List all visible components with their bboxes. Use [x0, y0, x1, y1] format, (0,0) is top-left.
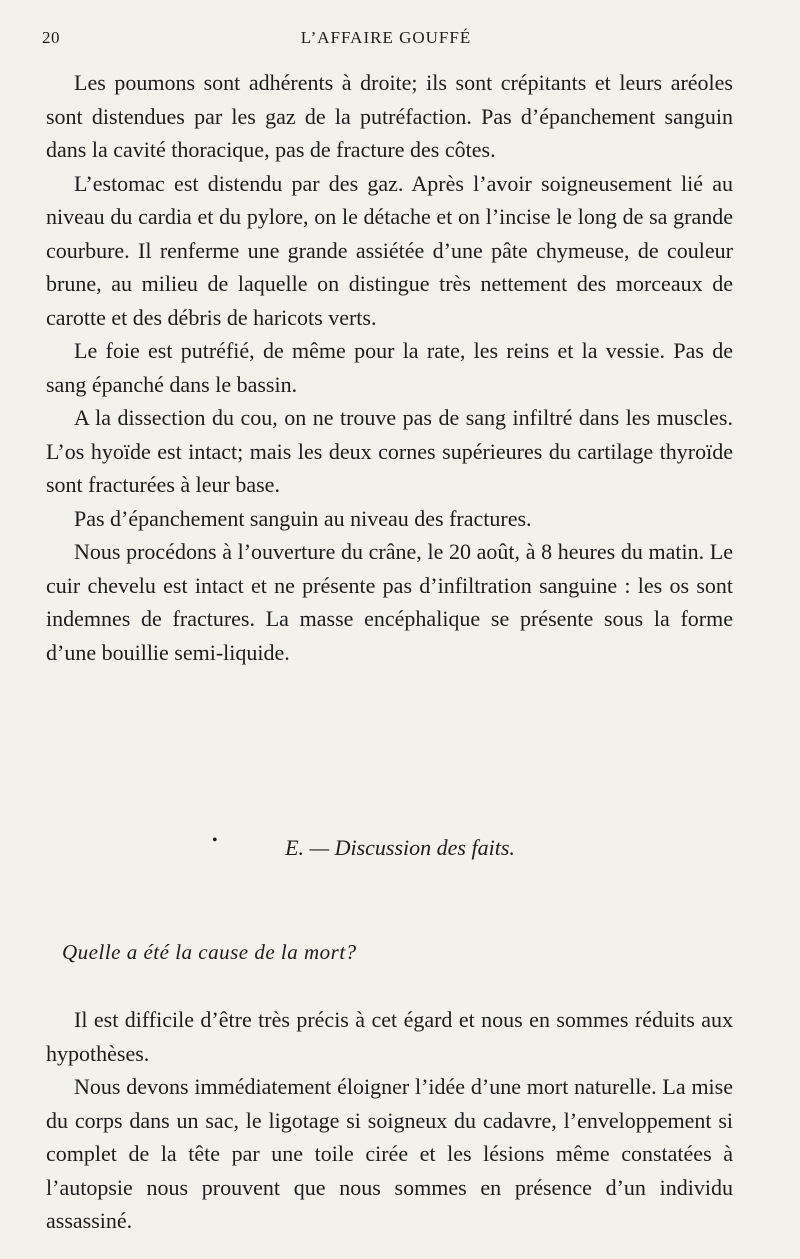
- main-text: [46, 66, 733, 669]
- page-header: [42, 28, 730, 54]
- section-heading: E. — Discussion des faits.: [285, 835, 515, 860]
- page-number: 20: [42, 28, 60, 47]
- paragraph-stomach: L’estomac est distendu par des gaz. Après l’avoir soigneusement lié au niveau du cardia et du pylore, on le détache et on l’incise le long de sa grande courbure. Il renferme une grande assiétée d’une pâte chymeuse, de couleur brune, au milieu de laquelle on distingue très nettement des morceaux de carotte et des débris de haricots verts.: [46, 170, 733, 330]
- paragraph-hypotheses: Il est difficile d’être très précis à cet égard et nous en sommes réduits aux hypothèses.: [46, 1007, 733, 1066]
- paragraph-assassination: Nous devons immédiatement éloigner l’idée d’une mort naturelle. La mise du corps dans un sac, le ligotage si soigneux du cadavre, l’enveloppement si complet de la tête par une toile cirée et les lésions même constatées à l’autopsie nous prouvent que nous sommes en présence d’un individu assassiné.: [46, 1074, 733, 1233]
- paragraph-lungs: Les poumons sont adhérents à droite; ils sont crépitants et leurs aréoles sont distendues par les gaz de la putréfaction. Pas d’épanchement sanguin dans la cavité thoracique, pas de fracture des côtes.: [46, 70, 733, 162]
- question-heading: Quelle a été la cause de la mort?: [62, 940, 357, 964]
- section-bullet: •: [212, 832, 218, 849]
- running-title: L’AFFAIRE GOUFFÉ: [300, 28, 472, 47]
- paragraph-fractures: Pas d’épanchement sanguin au niveau des fractures.: [74, 505, 532, 531]
- discussion-text: [46, 1003, 733, 1238]
- paragraph-liver: Le foie est putréfié, de même pour la rate, les reins et la vessie. Pas de sang épanché dans le bassin.: [46, 338, 733, 397]
- paragraph-neck: A la dissection du cou, on ne trouve pas de sang infiltré dans les muscles. L’os hyoïde est intact; mais les deux cornes supérieures du cartilage thyroïde sont fracturées à leur base.: [46, 405, 733, 497]
- paragraph-skull: Nous procédons à l’ouverture du crâne, le 20 août, à 8 heures du matin. Le cuir chevelu est intact et ne présente pas d’infiltration sanguine : les os sont indemnes de fractures. La masse encéphalique se présente sous la forme d’une bouillie semi-liquide.: [46, 539, 733, 665]
